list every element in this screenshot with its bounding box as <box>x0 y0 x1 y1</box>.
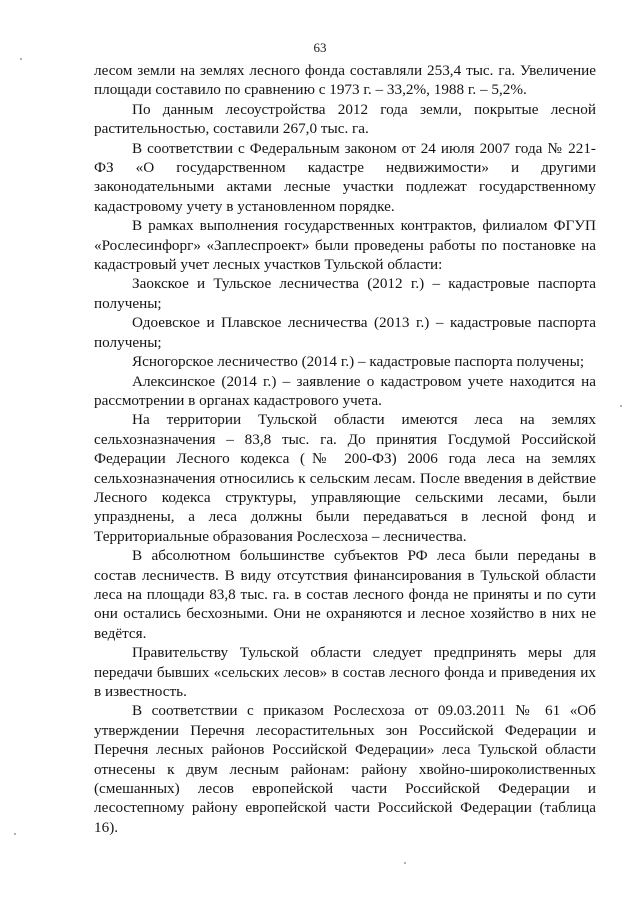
list-item-zaokskoe-tulskoe: Заокское и Тульское лесничества (2012 г.) – кадастровые паспорта получены; <box>94 275 596 312</box>
scan-speck <box>20 58 22 60</box>
body-text <box>94 61 596 837</box>
scan-speck <box>620 405 622 407</box>
paragraph-agricultural-forests: На территории Тульской области имеются леса на землях сельхозназначения – 83,8 тыс. га. До принятия Госдумой Российской Федерации Лесного кодекса (№ 200-ФЗ) 2006 года леса на землях сельхозназначения относились к сельским лесам. После введения в действие Лесного кодекса структуры, управляющие сельскими лесами, были упразднены, а леса должны были передаваться в лесной фонд и Территориальные образования Рослесхоза – лесничества. <box>94 411 596 545</box>
list-item-aleksinskoe: Алексинское (2014 г.) – заявление о кадастровом учете находится на рассмотрении в органах кадастрового учета. <box>94 372 596 409</box>
paragraph-forest-area-continuation: лесом земли на землях лесного фонда составляли 253,4 тыс. га. Увеличение площади составило по сравнению с 1973 г. – 33,2%, 1988 г. – 5,2%. <box>94 62 596 99</box>
page-number: 63 <box>313 40 327 55</box>
scan-speck <box>404 862 406 864</box>
list-item-odoevskoe-plavskoe: Одоевское и Плавское лесничества (2013 г.) – кадастровые паспорта получены; <box>94 314 596 351</box>
paragraph-government-measures: Правительству Тульской области следует предпринять меры для передачи бывших «сельских лесов» в состав лесного фонда и приведения их в известность. <box>94 644 596 700</box>
paragraph-state-contracts: В рамках выполнения государственных контрактов, филиалом ФГУП «Рослесинфорг» «Заплеспроект» были проведены работы по постановке на кадастровый учет лесных участков Тульской области: <box>94 217 596 274</box>
list-item-yasnogorskoe: Ясногорское лесничество (2014 г.) – кадастровые паспорта получены; <box>132 353 585 371</box>
paragraph-forest-regions-order: В соответствии с приказом Рослесхоза от 09.03.2011 № 61 «Об утверждении Перечня лесорастительных зон Российской Федерации и Перечня лесных районов Российской Федерации» леса Тульской области отнесены к двум лесным районам: району хвойно-широколиственных (смешанных) лесов европейской части Российской Федерации и лесостепному району европейской части Российской Федерации (таблица 16). <box>94 702 596 836</box>
paragraph-cadastre-law: В соответствии с Федеральным законом от 24 июля 2007 года № 221-ФЗ «О государственном кадастре недвижимости» и другими законодательными актами лесные участки подлежат государственному кадастровому учету в установленном порядке. <box>94 139 596 215</box>
paragraph-forest-transfer: В абсолютном большинстве субъектов РФ леса были переданы в состав лесничеств. В виду отсутствия финансирования в Тульской области леса на площади 83,8 тыс. га. в состав лесного фонда не приняты и по сути они остались бесхозными. Они не охраняются и лесное хозяйство в них не ведётся. <box>94 547 596 642</box>
scan-speck <box>14 833 16 835</box>
paragraph-forest-inventory-2012: По данным лесоустройства 2012 года земли, покрытые лесной растительностью, составили 267,0 тыс. га. <box>94 100 596 138</box>
